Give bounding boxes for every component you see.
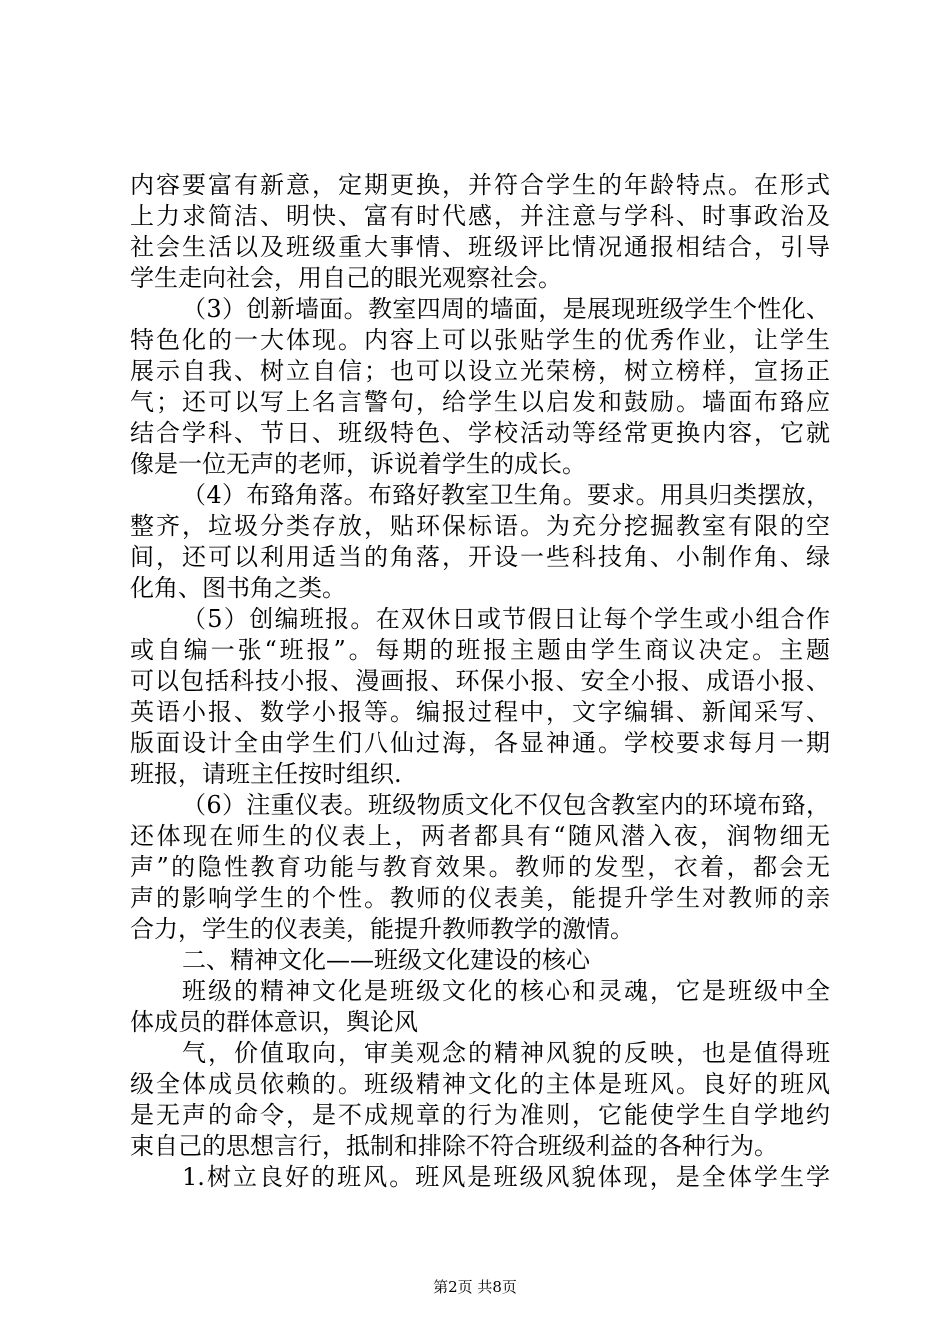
text-line: 或自编一张“班报”。每期的班报主题由学生商议决定。主题 bbox=[130, 636, 830, 664]
text-line: 1.树立良好的班风。班风是班级风貌体现，是全体学生学 bbox=[182, 1163, 830, 1191]
text-line: 气；还可以写上名言警句，给学生以启发和鼓励。墙面布臵应 bbox=[130, 388, 830, 416]
text-line: 社会生活以及班级重大事情、班级评比情况通报相结合，引导 bbox=[130, 233, 830, 261]
text-line: 版面设计全由学生们八仙过海，各显神通。学校要求每月一期 bbox=[130, 729, 830, 757]
text-line: （5）创编班报。在双休日或节假日让每个学生或小组合作 bbox=[182, 605, 830, 633]
text-line: 学生走向社会，用自己的眼光观察社会。 bbox=[130, 264, 562, 292]
text-line: 班报，请班主任按时组织. bbox=[130, 760, 402, 788]
text-line: 化角、图书角之类。 bbox=[130, 574, 346, 602]
text-line: 二、精神文化——班级文化建设的核心 bbox=[182, 946, 590, 974]
text-line: 声的影响学生的个性。教师的仪表美，能提升学生对教师的亲 bbox=[130, 884, 830, 912]
text-line: （6）注重仪表。班级物质文化不仅包含教室内的环境布臵， bbox=[182, 791, 830, 819]
text-line: 级全体成员依赖的。班级精神文化的主体是班风。良好的班风 bbox=[130, 1070, 830, 1098]
text-line: 声”的隐性教育功能与教育效果。教师的发型，衣着，都会无 bbox=[130, 853, 830, 881]
text-line: 间，还可以利用适当的角落，开设一些科技角、小制作角、绿 bbox=[130, 543, 830, 571]
text-line: （3）创新墙面。教室四周的墙面，是展现班级学生个性化、 bbox=[182, 295, 830, 323]
text-line: 结合学科、节日、班级特色、学校活动等经常更换内容，它就 bbox=[130, 419, 830, 447]
text-line: 是无声的命令，是不成规章的行为准则，它能使学生自学地约 bbox=[130, 1101, 830, 1129]
text-line: 展示自我、树立自信；也可以设立光荣榜，树立榜样，宣扬正 bbox=[130, 357, 830, 385]
text-line: 英语小报、数学小报等。编报过程中，文字编辑、新闻采写、 bbox=[130, 698, 830, 726]
text-line: 气，价值取向，审美观念的精神风貌的反映，也是值得班 bbox=[182, 1039, 830, 1067]
text-line: 体成员的群体意识，舆论风 bbox=[130, 1008, 418, 1036]
text-line: 整齐，垃圾分类存放，贴环保标语。为充分挖掘教室有限的空 bbox=[130, 512, 830, 540]
text-line: 合力，学生的仪表美，能提升教师教学的激情。 bbox=[130, 915, 634, 943]
text-line: 可以包括科技小报、漫画报、环保小报、安全小报、成语小报、 bbox=[130, 667, 830, 695]
text-line: 上力求简洁、明快、富有时代感，并注意与学科、时事政治及 bbox=[130, 202, 830, 230]
text-line: 内容要富有新意，定期更换，并符合学生的年龄特点。在形式 bbox=[130, 171, 830, 199]
text-line: 特色化的一大体现。内容上可以张贴学生的优秀作业，让学生 bbox=[130, 326, 830, 354]
page-footer: 第2页 共8页 bbox=[433, 1278, 517, 1296]
text-line: 班级的精神文化是班级文化的核心和灵魂，它是班级中全 bbox=[182, 977, 830, 1005]
text-line: （4）布臵角落。布臵好教室卫生角。要求。用具归类摆放， bbox=[182, 481, 830, 509]
document-body bbox=[130, 170, 830, 1193]
text-line: 还体现在师生的仪表上，两者都具有“随风潜入夜，润物细无 bbox=[130, 822, 830, 850]
text-line: 像是一位无声的老师，诉说着学生的成长。 bbox=[130, 450, 586, 478]
text-line: 束自己的思想言行，抵制和排除不符合班级利益的各种行为。 bbox=[130, 1132, 778, 1160]
